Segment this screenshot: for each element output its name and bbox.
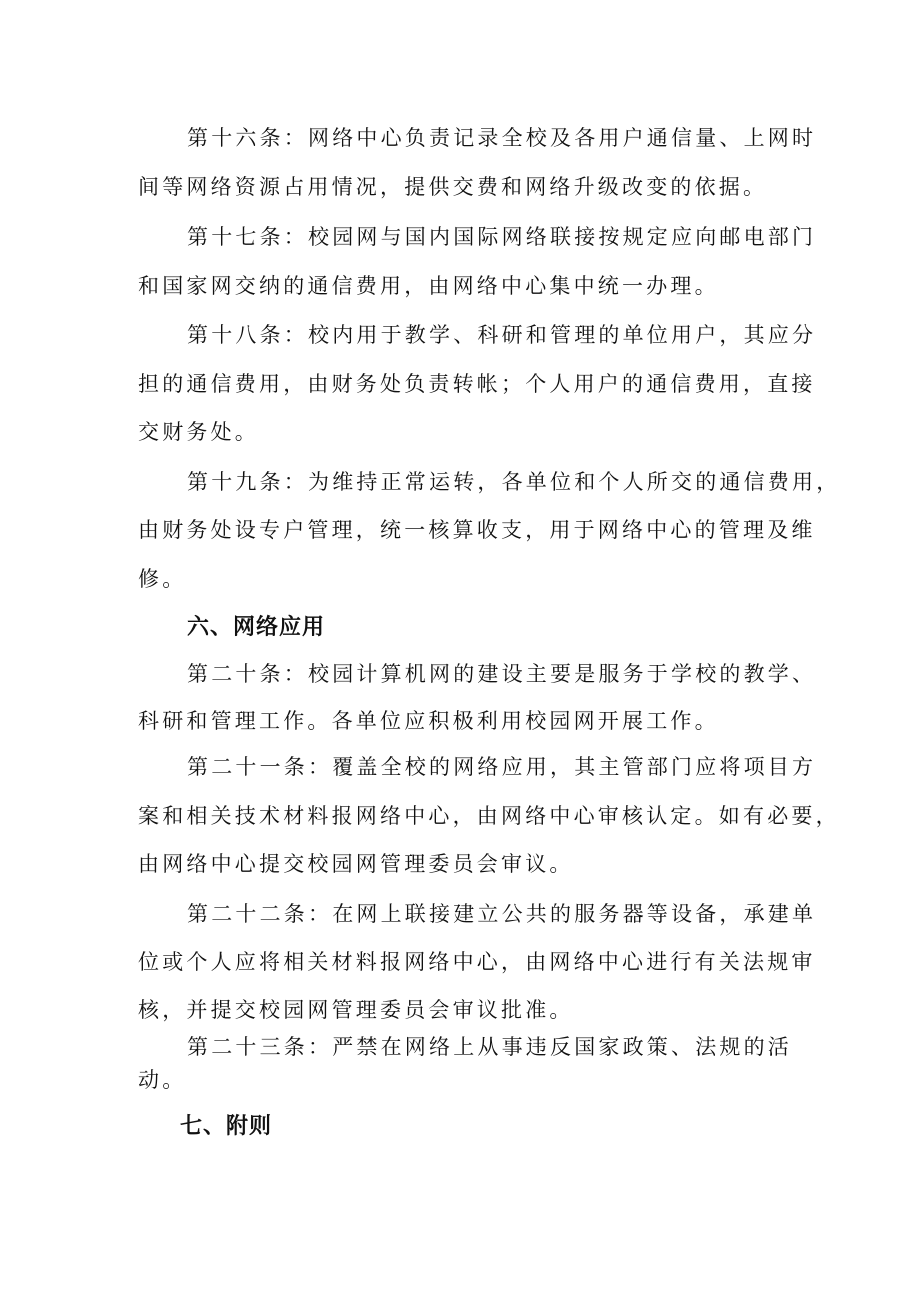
article-16-line-2: 间等网络资源占用情况，提供交费和网络升级改变的依据。 <box>138 175 768 199</box>
article-17-line-1: 第十七条：校园网与国内国际网络联接按规定应向邮电部门 <box>187 225 817 249</box>
article-16-line-1: 第十六条：网络中心负责记录全校及各用户通信量、上网时 <box>187 126 817 150</box>
article-21-line-2: 案和相关技术材料报网络中心，由网络中心审核认定。如有必要， <box>138 804 840 828</box>
article-19-line-1: 第十九条：为维持正常运转，各单位和个人所交的通信费用， <box>187 470 841 494</box>
article-23-line-2: 动。 <box>138 1068 187 1092</box>
section-7-heading: 七、附则 <box>180 1114 273 1139</box>
article-22-line-3: 核，并提交校园网管理委员会审议批准。 <box>138 998 574 1022</box>
article-18-line-3: 交财务处。 <box>138 420 259 444</box>
article-19-line-2: 由财务处设专户管理，统一核算收支，用于网络中心的管理及维 <box>138 518 816 542</box>
article-22-line-1: 第二十二条：在网上联接建立公共的服务器等设备，承建单 <box>187 902 817 926</box>
article-23-line-1: 第二十三条：严禁在网络上从事违反国家政策、法规的活 <box>187 1035 792 1059</box>
article-18-line-1: 第十八条：校内用于教学、科研和管理的单位用户，其应分 <box>187 323 817 347</box>
article-18-line-2: 担的通信费用，由财务处负责转帐；个人用户的通信费用，直接 <box>138 372 816 396</box>
article-22-line-2: 位或个人应将相关材料报网络中心，由网络中心进行有关法规审 <box>138 950 816 974</box>
article-21-line-3: 由网络中心提交校园网管理委员会审议。 <box>138 852 574 876</box>
article-21-line-1: 第二十一条：覆盖全校的网络应用，其主管部门应将项目方 <box>187 755 817 779</box>
article-20-line-1: 第二十条：校园计算机网的建设主要是服务于学校的教学、 <box>187 662 817 686</box>
section-6-heading: 六、网络应用 <box>187 615 326 640</box>
article-17-line-2: 和国家网交纳的通信费用，由网络中心集中统一办理。 <box>138 274 719 298</box>
article-19-line-3: 修。 <box>138 567 187 591</box>
article-20-line-2: 科研和管理工作。各单位应积极利用校园网开展工作。 <box>138 709 719 733</box>
